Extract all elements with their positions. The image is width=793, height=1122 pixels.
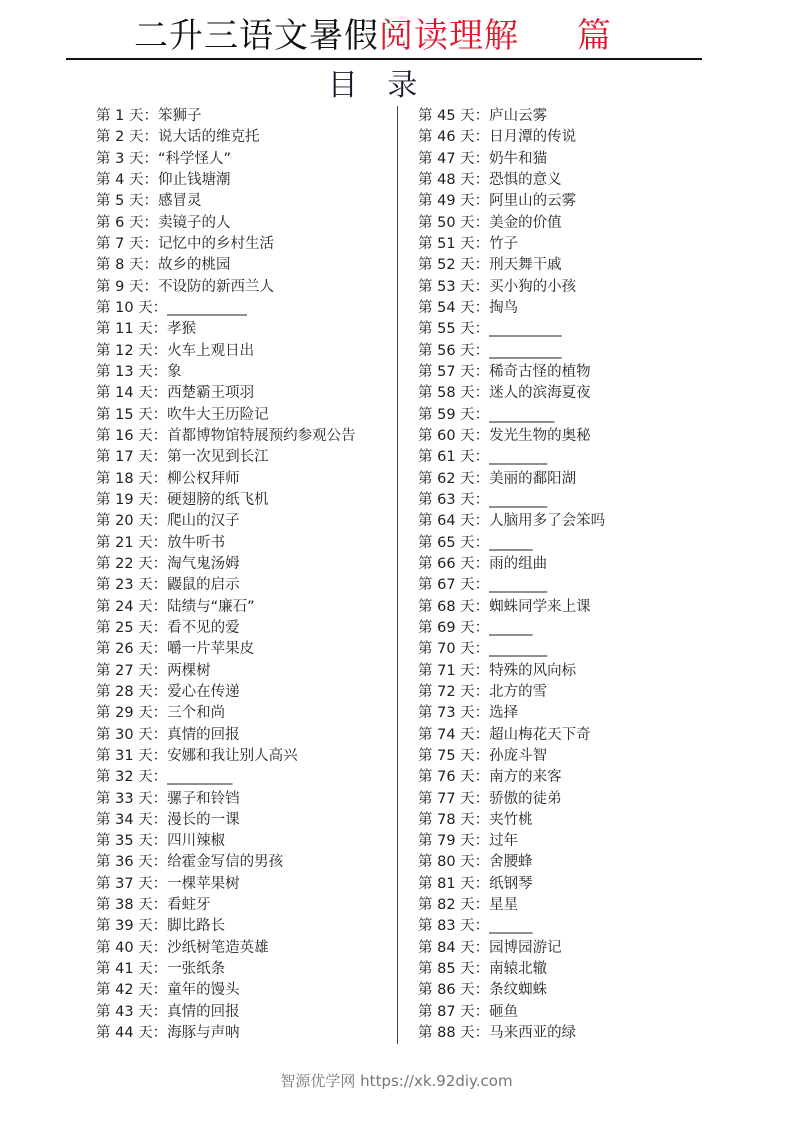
toc-entry: 第 70 天：________ [418, 641, 548, 658]
document-title [134, 14, 612, 58]
toc-entry: 第 1 天：笨狮子 [96, 108, 202, 124]
toc-entry: 第 45 天：庐山云雾 [418, 108, 548, 124]
toc-entry: 第 67 天：________ [418, 577, 548, 594]
toc-entry: 第 40 天：沙纸树笔造英雄 [96, 939, 269, 956]
toc-entry: 第 65 天：______ [418, 534, 533, 551]
toc-entry: 第 87 天：砸鱼 [418, 1003, 519, 1020]
toc-entry: 第 86 天：条纹蜘蛛 [418, 982, 548, 999]
toc-entry: 第 16 天：首都博物馆特展预约参观公告 [96, 427, 356, 444]
column-divider [397, 106, 398, 1044]
toc-entry: 第 84 天：园博园游记 [418, 939, 562, 956]
toc-entry: 第 49 天：阿里山的云雾 [418, 193, 577, 210]
footer-watermark: 智源优学网 https://xk.92diy.com [280, 1072, 513, 1090]
toc-entry: 第 3 天：“科学怪人” [96, 150, 231, 167]
toc-entry: 第 37 天：一棵苹果树 [96, 875, 240, 892]
toc-entry: 第 56 天：__________ [418, 342, 562, 359]
toc-entry: 第 29 天：三个和尚 [96, 705, 226, 722]
toc-entry: 第 6 天：卖镜子的人 [96, 214, 231, 231]
toc-entry: 第 46 天：日月潭的传说 [418, 129, 577, 146]
toc-entry: 第 59 天：_________ [418, 406, 555, 423]
toc-entry: 第 12 天：火车上观日出 [96, 342, 255, 359]
toc-entry: 第 17 天：第一次见到长江 [96, 449, 269, 466]
toc-entry: 第 5 天：感冒灵 [96, 193, 202, 210]
toc-entry: 第 39 天：脚比路长 [96, 918, 226, 935]
toc-entry: 第 58 天：迷人的滨海夏夜 [418, 385, 591, 402]
toc-entry: 第 64 天：人脑用多了会笨吗 [418, 513, 606, 530]
toc-entry: 第 20 天：爬山的汉子 [96, 513, 240, 530]
toc-entry: 第 62 天：美丽的鄱阳湖 [418, 470, 577, 487]
toc-entry: 第 14 天：西楚霸王项羽 [96, 385, 255, 402]
toc-entry: 第 78 天：夹竹桃 [418, 811, 533, 828]
toc-entry: 第 79 天：过年 [418, 833, 519, 850]
toc-entry: 第 31 天：安娜和我让别人高兴 [96, 747, 298, 764]
toc-entry: 第 13 天：象 [96, 363, 182, 380]
toc-entry: 第 75 天：孙庞斗智 [418, 747, 548, 764]
toc-entry: 第 74 天：超山梅花天下奇 [418, 726, 591, 743]
toc-entry: 第 28 天：爱心在传递 [96, 683, 240, 700]
toc-entry: 第 4 天：仰止钱塘潮 [96, 171, 231, 188]
toc-entry: 第 88 天：马来西亚的绿 [418, 1025, 577, 1042]
title-highlight: 阅读理解 [379, 16, 519, 56]
toc-entry: 第 15 天：吹牛大王历险记 [96, 406, 269, 423]
toc-entry: 第 7 天：记忆中的乡村生活 [96, 235, 274, 252]
toc-entry: 第 33 天：骡子和铃铛 [96, 790, 240, 807]
toc-left-column [96, 106, 396, 1044]
toc-entry: 第 42 天：童年的馒头 [96, 982, 240, 999]
page-header [0, 0, 793, 62]
toc-entry: 第 57 天：稀奇古怪的植物 [418, 363, 591, 380]
toc-entry: 第 55 天：__________ [418, 321, 562, 338]
toc-entry: 第 52 天：刑天舞干戚 [418, 257, 562, 274]
toc-entry: 第 61 天：________ [418, 449, 548, 466]
toc-entry: 第 10 天：___________ [96, 299, 247, 316]
toc-entry: 第 73 天：选择 [418, 705, 519, 722]
toc-heading: 目 录 [327, 68, 428, 103]
toc-entry: 第 48 天：恐惧的意义 [418, 171, 562, 188]
toc-entry: 第 66 天：雨的组曲 [418, 555, 548, 572]
toc-entry: 第 27 天：两棵树 [96, 662, 211, 679]
toc-right-column [418, 106, 718, 1044]
toc-entry: 第 23 天：鼹鼠的启示 [96, 577, 240, 594]
toc-entry: 第 24 天：陆绩与“廉石” [96, 598, 255, 615]
toc-entry: 第 25 天：看不见的爱 [96, 619, 240, 636]
toc-entry: 第 19 天：硬翅膀的纸飞机 [96, 491, 269, 508]
title-suffix: 篇 [577, 16, 612, 56]
toc-entry: 第 38 天：看蛀牙 [96, 897, 211, 914]
toc-entry: 第 41 天：一张纸条 [96, 961, 226, 978]
toc-entry: 第 77 天：骄傲的徒弟 [418, 790, 562, 807]
toc-entry: 第 26 天：嚼一片苹果皮 [96, 641, 255, 658]
toc-entry: 第 80 天：舍腰蜂 [418, 854, 533, 871]
toc-entry: 第 82 天：星星 [418, 897, 519, 914]
toc-entry: 第 81 天：纸钢琴 [418, 875, 533, 892]
toc-entry: 第 35 天：四川辣椒 [96, 833, 226, 850]
toc-entry: 第 18 天：柳公权拜师 [96, 470, 240, 487]
toc-entry: 第 43 天：真情的回报 [96, 1003, 240, 1020]
toc-entry: 第 21 天：放牛听书 [96, 534, 226, 551]
toc-entry: 第 72 天：北方的雪 [418, 683, 548, 700]
toc-entry: 第 63 天：________ [418, 491, 548, 508]
toc-entry: 第 30 天：真情的回报 [96, 726, 240, 743]
toc-entry: 第 69 天：______ [418, 619, 533, 636]
toc-entry: 第 44 天：海豚与声呐 [96, 1025, 240, 1042]
toc-entry: 第 60 天：发光生物的奥秘 [418, 427, 591, 444]
toc-entry: 第 47 天：奶牛和猫 [418, 150, 548, 167]
toc-entry: 第 36 天：给霍金写信的男孩 [96, 854, 284, 871]
toc-entry: 第 71 天：特殊的风向标 [418, 662, 577, 679]
toc-entry: 第 50 天：美金的价值 [418, 214, 562, 231]
toc-entry: 第 68 天：蜘蛛同学来上课 [418, 598, 591, 615]
toc-entry: 第 9 天：不设防的新西兰人 [96, 278, 274, 295]
toc-entry: 第 22 天：淘气鬼汤姆 [96, 555, 240, 572]
toc-entry: 第 54 天：掏鸟 [418, 299, 519, 316]
toc-entry: 第 51 天：竹子 [418, 235, 519, 252]
toc-entry: 第 85 天：南辕北辙 [418, 961, 548, 978]
toc-entry: 第 53 天：买小狗的小孩 [418, 278, 577, 295]
title-main: 二升三语文暑假 [134, 16, 379, 56]
title-underline [66, 58, 702, 60]
toc-entry: 第 8 天：故乡的桃园 [96, 257, 231, 274]
toc-entry: 第 2 天：说大话的维克托 [96, 129, 260, 146]
toc-entry: 第 83 天：______ [418, 918, 533, 935]
toc-entry: 第 11 天：孝猴 [96, 321, 197, 338]
toc-entry: 第 76 天：南方的来客 [418, 769, 562, 786]
toc-entry: 第 32 天：_________ [96, 769, 233, 786]
toc-entry: 第 34 天：漫长的一课 [96, 811, 240, 828]
